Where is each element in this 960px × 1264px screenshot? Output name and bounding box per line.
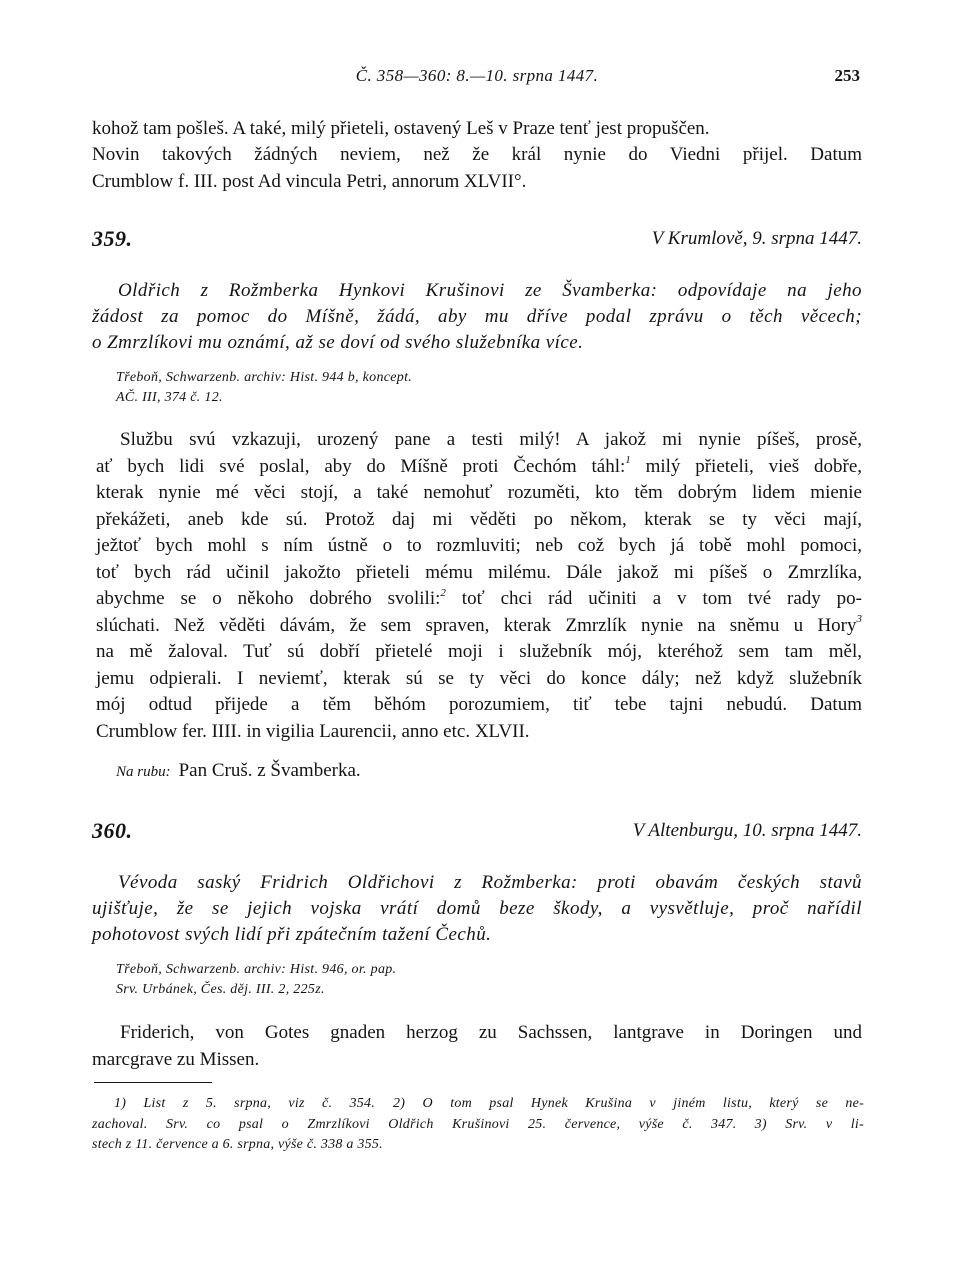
entry-360-letter-text — [92, 1020, 862, 1073]
page-header — [92, 66, 862, 92]
entry-number: 359. — [92, 226, 133, 251]
footnote-3-cont: stech z 11. července a 6. srpna, výše č. 338 a 355. — [92, 1137, 383, 1152]
regest-line: Oldřich z Rožmberka Hynkovi Krušinovi ze Švamberka: odpovídaje na jeho — [118, 280, 862, 301]
letter-line: Friderich, von Gotes gnaden herzog zu Sachssen, lantgrave in Doringen und — [120, 1022, 862, 1043]
page-number: 253 — [834, 66, 860, 85]
letter-line: na mě žaloval. Tuť sú dobří přietelé moji i služebník mój, kteréhož sem tam měl, — [96, 641, 862, 662]
running-head: Č. 358—360: 8.—10. srpna 1447. — [355, 66, 599, 85]
text-line: Novin takových žádných neviem, než že král nynie do Viedni přijel. Datum — [92, 144, 862, 166]
letter-line: kterak nynie mé věci stojí, a také nemohuť rozuměti, kto těm dobrým lidem mienie — [96, 482, 862, 503]
entry-359-letter-text — [96, 427, 862, 745]
footnote-2: 2) O tom psal Hynek Krušina v jiném listu, který se ne- — [393, 1096, 864, 1111]
footnotes — [92, 1094, 864, 1156]
footnote-line — [92, 1135, 864, 1156]
entry-place-date: V Krumlově, 9. srpna 1447. — [651, 228, 862, 249]
entry-359-regest — [92, 278, 862, 356]
document-page — [92, 0, 862, 1264]
regest-line: Vévoda saský Fridrich Oldřichovi z Rožmberka: proti obavám českých stavů — [118, 872, 862, 893]
footnote-2-cont: zachoval. Srv. co psal o Zmrzlíkovi Oldřich Krušinovi 25. července, výše č. 347. — [92, 1116, 737, 1132]
rubric-text: Pan Cruš. z Švamberka. — [178, 760, 361, 781]
footnote-ref: 1 — [625, 454, 631, 467]
letter-line: toť bych rád učinil jakožto přieteli mému milému. Dále jakož mi píšeš o Zmrzlíka, — [96, 561, 862, 583]
regest-line: ujišťuje, že se jejich vojska vrátí domů beze škody, a vysvětluje, proč nařídil — [92, 898, 862, 919]
entry-360-heading — [92, 818, 862, 848]
letter-line: mój odtud přijede a těm běhóm porozumiem, tiť tebe tajni nebudú. Datum — [96, 694, 862, 715]
letter-line: překážeti, aneb kde sú. Protož daj mi věděti po někom, kterak se ty věci mají, — [96, 508, 862, 530]
footnote-1: 1) List z 5. srpna, viz č. 354. — [114, 1096, 376, 1111]
letter-line: marcgrave zu Missen. — [92, 1048, 260, 1070]
source-line: Třeboň, Schwarzenb. archiv: Hist. 944 b, koncept. — [116, 370, 413, 385]
footnote-line — [92, 1115, 864, 1136]
regest-line: o Zmrzlíkovi mu oznámí, až se doví od svého služebníka více. — [92, 332, 584, 353]
source-line: Třeboň, Schwarzenb. archiv: Hist. 946, or. pap. — [116, 962, 397, 977]
regest-line: žádost za pomoc do Míšně, žádá, aby mu dříve podal zprávu o těch věcech; — [92, 306, 862, 327]
footnote-ref: 2 — [440, 586, 446, 599]
letter-line: jemu odpierali. I neviemť, kterak sú se ty věci do konce dály; než když služebník — [96, 667, 862, 689]
footnote-rule — [94, 1082, 212, 1083]
text-line: kohož tam pošleš. A také, milý přieteli, ostavený Leš v Praze tenť jest propuščen. — [92, 118, 710, 139]
entry-360-sources — [92, 960, 862, 1000]
entry-number: 360. — [92, 818, 133, 843]
entry-359-rubric — [92, 760, 862, 782]
source-line: Srv. Urbánek, Čes. děj. III. 2, 225z. — [116, 982, 325, 997]
letter-line: Službu svú vzkazuji, urozený pane a testi milý! A jakož mi nynie píšeš, prosě, — [120, 429, 862, 450]
entry-359-sources — [92, 368, 862, 408]
footnote-line — [114, 1094, 864, 1115]
entry-359-heading — [92, 226, 862, 256]
letter-line: ať bych lidi své poslal, aby do Míšně proti Čechóm táhl:$^1$ milý přieteli, vieš dobře, — [96, 454, 863, 477]
letter-line: ježtoť bych mohl s ním ústně o to rozmluviti; neb což bych já tobě mohl pomoci, — [96, 535, 862, 556]
entry-360-regest — [92, 870, 862, 948]
source-line: AČ. III, 374 č. 12. — [116, 390, 223, 405]
footnote-ref: 3 — [856, 613, 862, 626]
continuation-paragraph — [92, 116, 862, 195]
entry-place-date: V Altenburgu, 10. srpna 1447. — [632, 820, 862, 841]
letter-line: slúchati. Než věděti dávám, že sem spraven, kterak Zmrzlík nynie na sněmu u Hory$^3$ — [96, 613, 862, 636]
letter-line: abychme se o někoho dobrého svolili:$^2$ toť chci rád učiniti a v tom tvé rady po- — [96, 586, 863, 609]
rubric-label: Na rubu: — [116, 764, 171, 780]
letter-line: Crumblow fer. IIII. in vigilia Laurencii, anno etc. XLVII. — [96, 720, 530, 742]
text-line: Crumblow f. III. post Ad vincula Petri, annorum XLVII°. — [92, 170, 527, 192]
footnote-3: 3) Srv. v li- — [754, 1116, 864, 1132]
regest-line: pohotovost svých lidí při zpátečním tažení Čechů. — [92, 924, 492, 945]
